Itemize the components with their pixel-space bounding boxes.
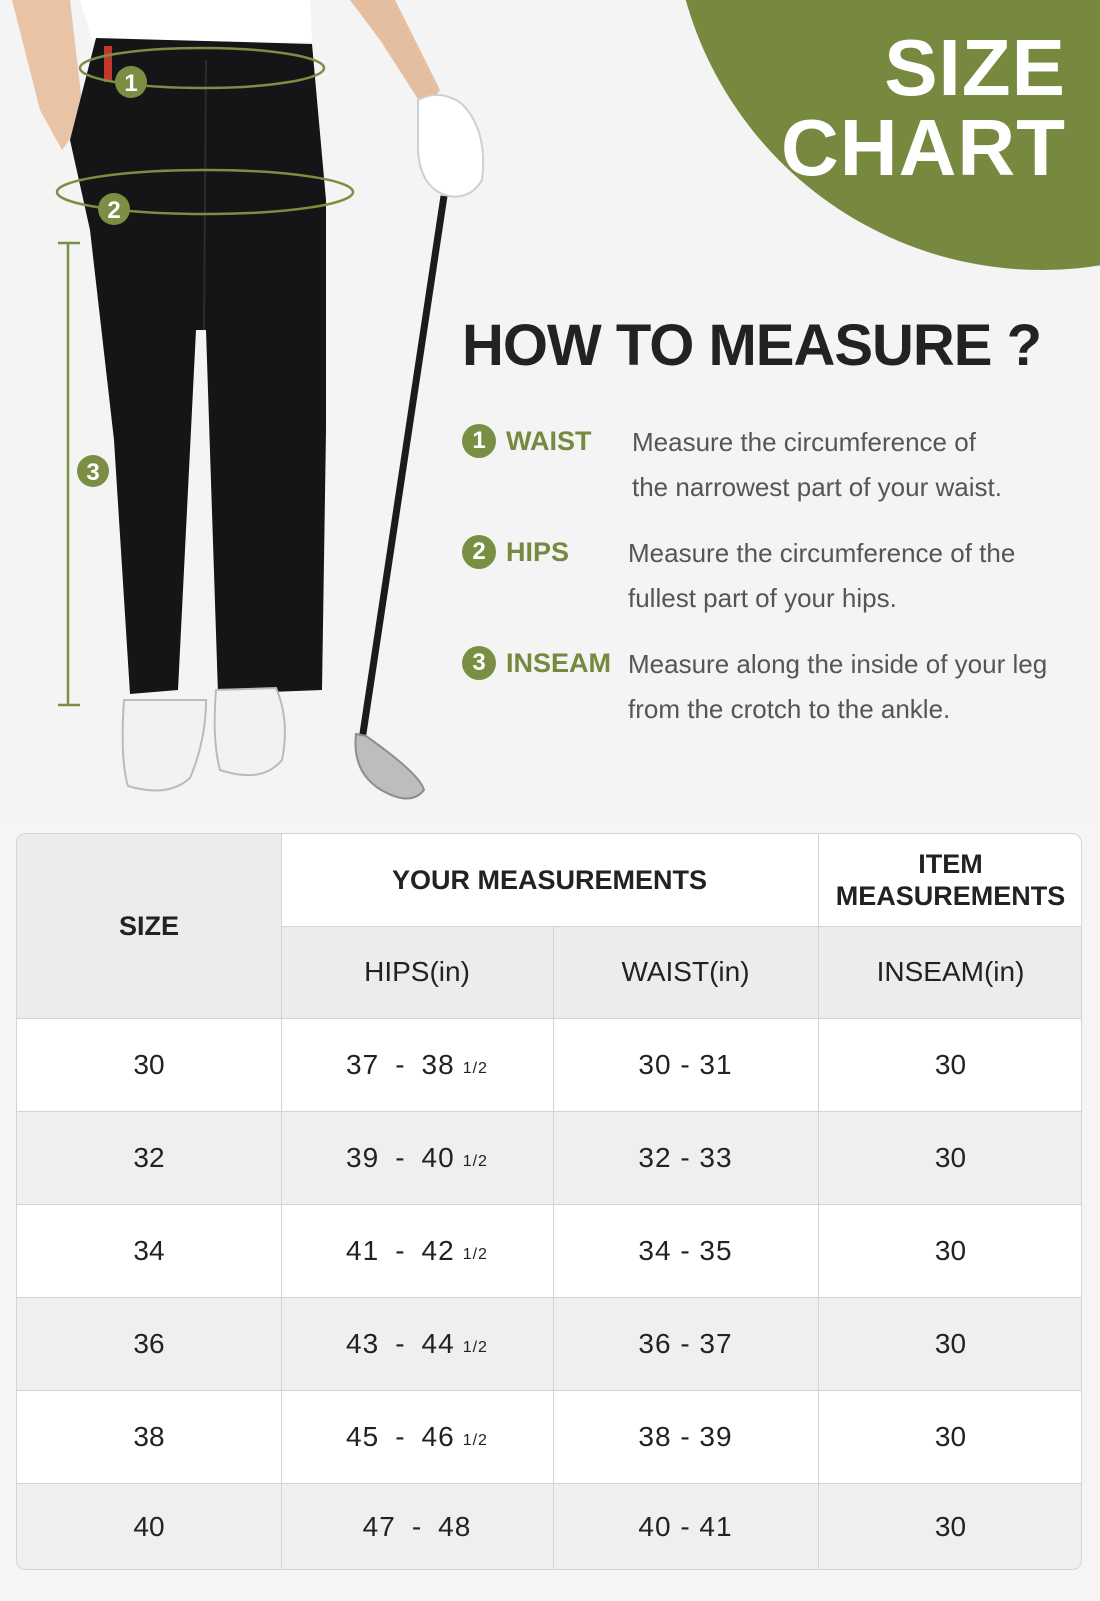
hips-high: 44 (421, 1327, 455, 1359)
step-3-badge: 3 (462, 646, 496, 680)
your-measurements-header: YOUR MEASUREMENTS (391, 864, 708, 895)
golf-glove-shape (418, 95, 483, 197)
step-1-label: WAIST (506, 426, 592, 456)
step-hips (462, 531, 1062, 621)
how-to-measure-heading: HOW TO MEASURE ? (462, 313, 1042, 378)
hips-fraction: 1/2 (462, 1152, 488, 1170)
shirt-shape (80, 0, 312, 42)
inseam-cell: 30 (934, 1048, 967, 1080)
marker-2-text: 2 (107, 197, 121, 224)
step-waist (462, 420, 1062, 510)
hips-cell (281, 1204, 553, 1297)
inseam-cell: 30 (934, 1234, 967, 1266)
step-2-line-1: Measure the circumference of the (628, 538, 1016, 568)
left-shoe-shape (123, 700, 206, 791)
step-3-line-2: from the crotch to the ankle. (628, 694, 951, 724)
range-dash: - (395, 1420, 406, 1452)
hips-high: 40 (421, 1141, 455, 1173)
hips-fraction: 1/2 (462, 1059, 488, 1077)
hips-fraction: 1/2 (462, 1338, 488, 1356)
inseam-cell: 30 (934, 1141, 967, 1173)
hips-high: 48 (438, 1511, 472, 1542)
hips-low: 39 (346, 1141, 380, 1173)
size-chart-title (781, 23, 1066, 192)
size-cell: 36 (133, 1327, 165, 1359)
range-dash: - (395, 1234, 406, 1266)
step-3-description (628, 642, 1088, 732)
inseam-cell: 30 (934, 1420, 967, 1452)
hips-cell (281, 1297, 553, 1390)
waist-cell: 32 - 33 (638, 1141, 733, 1173)
step-1-description (632, 420, 1072, 510)
step-2-description (628, 531, 1068, 621)
size-cell: 40 (133, 1511, 165, 1542)
step-1-line-1: Measure the circumference of (632, 427, 976, 457)
hips-high: 46 (421, 1420, 455, 1452)
title-line-2: CHART (781, 103, 1066, 192)
range-dash: - (411, 1511, 423, 1542)
right-arm-shape (350, 0, 440, 110)
hips-low: 47 (362, 1511, 396, 1542)
golfer-pants-illustration (0, 0, 520, 820)
waist-cell: 38 - 39 (638, 1420, 733, 1452)
hips-low: 41 (346, 1234, 380, 1266)
step-2-line-2: fullest part of your hips. (628, 583, 897, 613)
item-measurements-line-1: ITEM (918, 849, 983, 879)
waist-column-header: WAIST(in) (621, 956, 750, 987)
golf-club-shaft (362, 196, 444, 740)
size-column-header: SIZE (118, 910, 179, 941)
black-pants-shape (70, 38, 326, 694)
size-cell: 32 (133, 1141, 165, 1173)
hips-low: 43 (346, 1327, 380, 1359)
inseam-column-header: INSEAM(in) (876, 956, 1025, 987)
hips-low: 37 (346, 1048, 380, 1080)
range-dash: - (395, 1327, 406, 1359)
size-table (16, 833, 1082, 1570)
hips-cell (281, 1018, 553, 1111)
hips-high: 42 (421, 1234, 455, 1266)
hips-fraction: 1/2 (462, 1431, 488, 1449)
step-1-line-2: the narrowest part of your waist. (632, 472, 1002, 502)
hips-cell (281, 1111, 553, 1204)
hips-cell (281, 1390, 553, 1483)
item-measurements-line-2: MEASUREMENTS (835, 881, 1066, 911)
hips-high: 38 (421, 1048, 455, 1080)
range-dash: - (395, 1141, 406, 1173)
step-1-badge: 1 (462, 424, 496, 458)
step-3-label: INSEAM (506, 648, 612, 678)
waist-cell: 34 - 35 (638, 1234, 733, 1266)
range-dash: - (395, 1048, 406, 1080)
title-line-1: SIZE (884, 23, 1066, 112)
right-shoe-shape (215, 688, 285, 775)
waist-tab (104, 46, 112, 82)
hips-low: 45 (346, 1420, 380, 1452)
hips-cell (281, 1483, 553, 1570)
hips-column-header: HIPS(in) (364, 956, 470, 987)
step-2-label: HIPS (506, 537, 570, 567)
inseam-cell: 30 (934, 1511, 967, 1542)
waist-cell: 40 - 41 (638, 1511, 733, 1542)
step-3-line-1: Measure along the inside of your leg (628, 649, 1048, 679)
step-inseam (462, 642, 1062, 732)
waist-cell: 36 - 37 (638, 1327, 733, 1359)
size-cell: 38 (133, 1420, 165, 1452)
size-cell: 30 (133, 1048, 165, 1080)
step-2-badge: 2 (462, 535, 496, 569)
size-cell: 34 (133, 1234, 165, 1266)
golf-club-head (355, 734, 424, 799)
marker-1-text: 1 (124, 70, 138, 97)
waist-cell: 30 - 31 (638, 1048, 733, 1080)
hips-fraction: 1/2 (462, 1245, 488, 1263)
marker-3-text: 3 (86, 459, 100, 486)
item-measurements-header (818, 834, 1082, 926)
inseam-cell: 30 (934, 1327, 967, 1359)
